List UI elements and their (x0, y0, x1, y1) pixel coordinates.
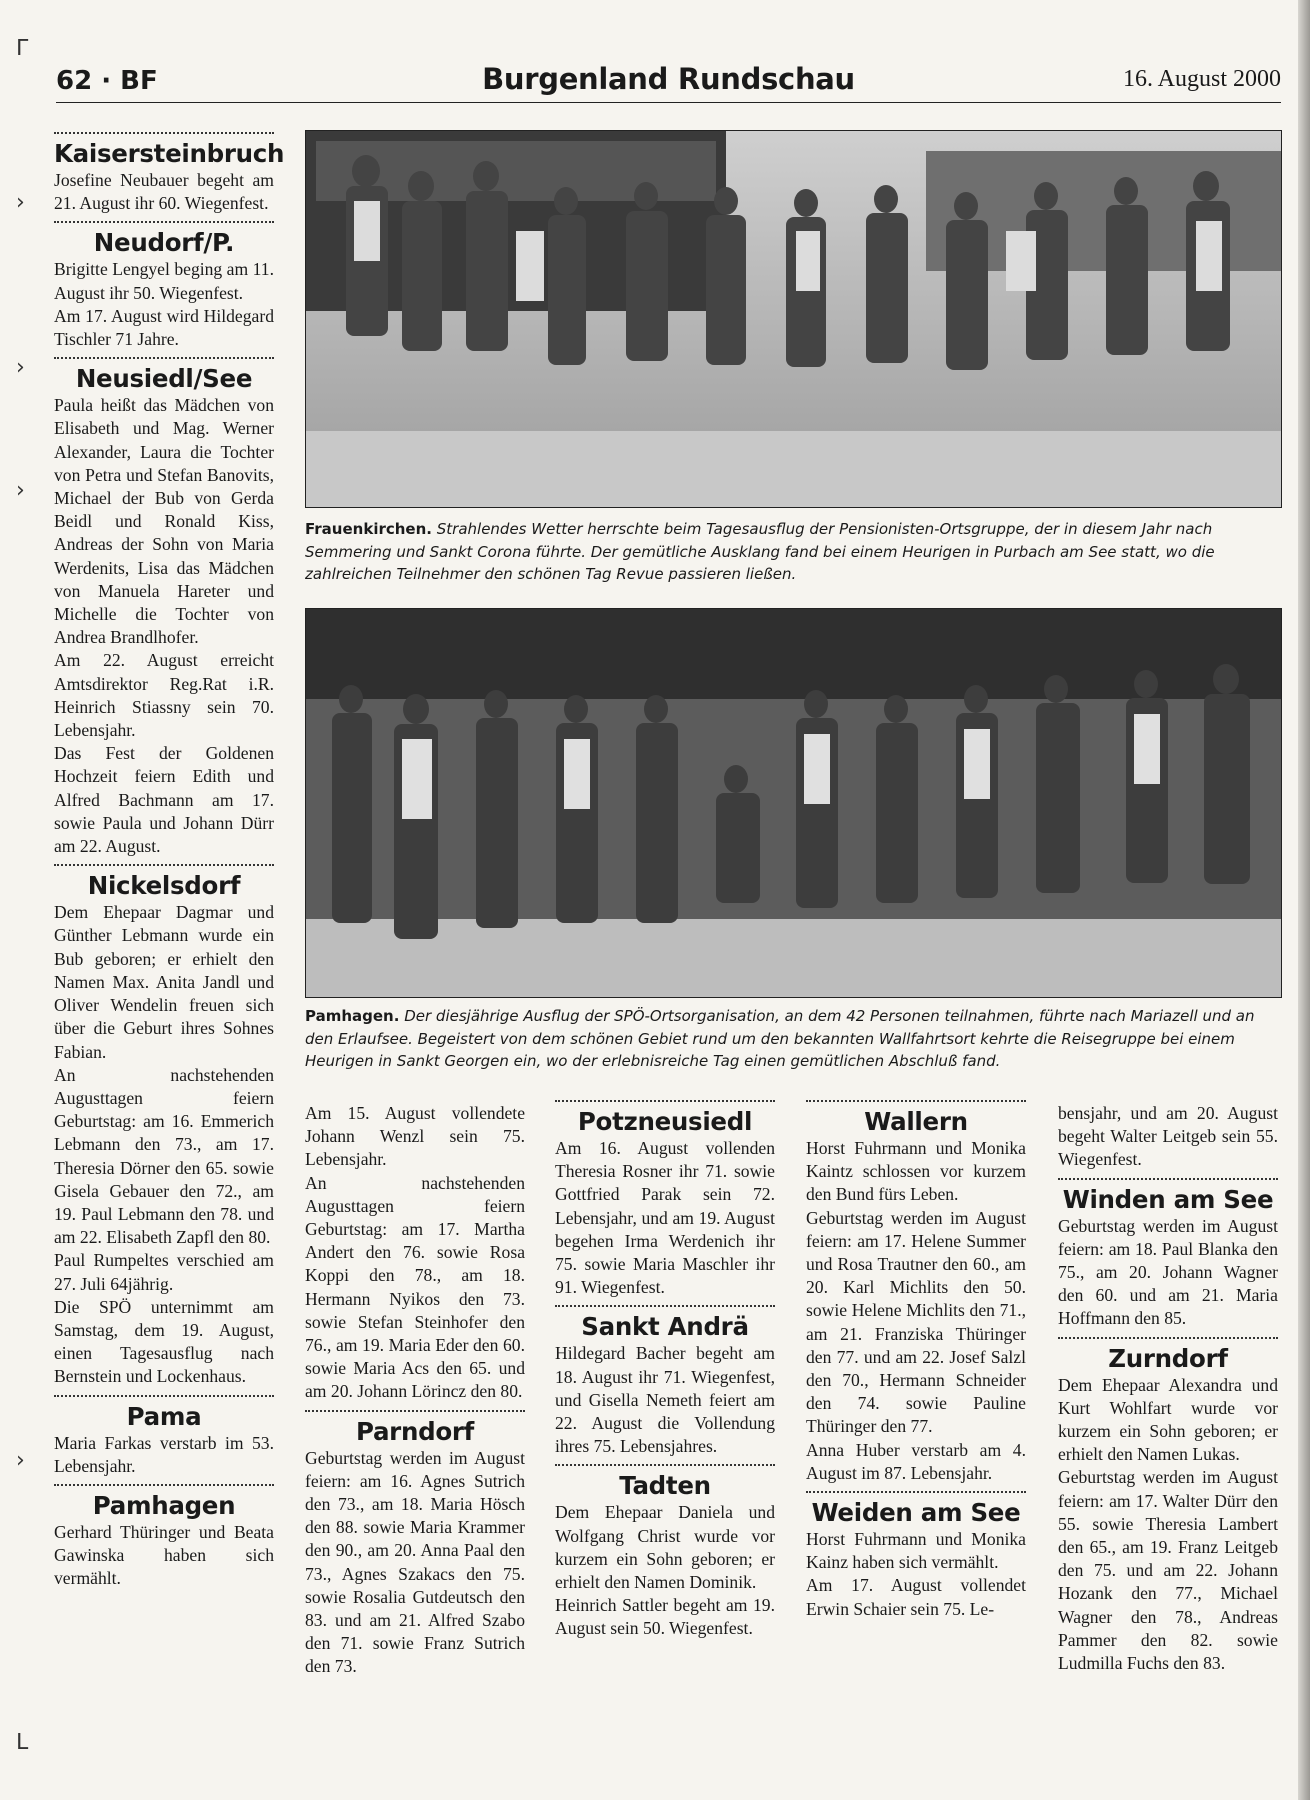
scan-mark-icon: › (16, 355, 25, 380)
section-potzneusiedl (555, 1106, 775, 1299)
section-divider (555, 1100, 775, 1102)
scan-mark-icon: › (16, 190, 25, 215)
section-title: Tadten (619, 1471, 711, 1501)
issue-date: 16. August 2000 (1122, 66, 1281, 92)
section-divider (54, 1395, 274, 1397)
section-paragraph: Horst Fuhrmann und Monika Kaintz schlossen vor kurzem den Bund fürs Leben. (806, 1138, 1026, 1205)
page-number: 62 · BF (56, 66, 158, 96)
section-title: Sankt Andrä (581, 1312, 749, 1342)
section-paragraph: Paul Rumpeltes verschied am 27. Juli 64jährig. (54, 1250, 274, 1294)
caption-text: Der diesjährige Ausflug der SPÖ-Ortsorganisation, an dem 42 Personen teilnahmen, führte nach Mariazell und an den Erlaufsee. Begeistert von dem schönen Gebiet rund um den bekannten Wallfahrtsort kehrte die Reisegruppe bei einem Heurigen in Sankt Georgen ein, wo der erlebnisreiche Tag einen gemütlichen Abschluß fand. (305, 1007, 1255, 1070)
section-continued (1058, 1102, 1278, 1172)
section-paragraph: Gerhard Thüringer und Beata Gawinska haben sich vermählt. (54, 1521, 274, 1589)
section-divider (54, 221, 274, 223)
publication-title: Burgenland Rundschau (482, 62, 855, 96)
section-paragraph: bensjahr, und am 20. August begeht Walter Leitgeb sein 55. Wiegenfest. (1058, 1103, 1278, 1170)
section-divider (555, 1464, 775, 1466)
caption-place: Pamhagen. (305, 1007, 400, 1025)
section-kaisersteinbruch (54, 138, 285, 215)
section-paragraph: Horst Fuhrmann und Monika Kainz haben sich vermählt. (806, 1529, 1026, 1573)
section-paragraph: Dem Ehepaar Dagmar und Günther Lebmann wurde ein Bub geboren; er erhielt den Namen Max. Anita Jandl und Oliver Wendelin freuen sich über die Geburt ihres Sohnes Fabian. (54, 902, 274, 1062)
section-divider (1058, 1178, 1278, 1180)
photo-caption-frauenkirchen (305, 518, 1280, 586)
scan-mark-icon: › (16, 1448, 25, 1473)
page-edge-shadow (1298, 0, 1310, 1800)
section-paragraph: Josefine Neubauer begeht am 21. August ihr 60. Wiegenfest. (54, 170, 274, 214)
column-2 (305, 1100, 525, 1679)
section-paragraph: Heinrich Sattler begeht am 19. August sein 50. Wiegenfest. (555, 1595, 775, 1639)
photo-frauenkirchen (305, 130, 1282, 508)
section-winden-am-see (1058, 1184, 1278, 1331)
section-paragraph: Brigitte Lengyel beging am 11. August ihr 50. Wiegenfest. (54, 259, 274, 303)
section-paragraph: Maria Farkas verstarb im 53. Lebensjahr. (54, 1432, 274, 1476)
caption-place: Frauenkirchen. (305, 520, 432, 538)
scan-mark-icon: ᒪ (16, 1730, 29, 1755)
section-title: Kaisersteinbruch (54, 139, 285, 168)
section-divider (806, 1100, 1026, 1102)
section-zurndorf (1058, 1343, 1278, 1676)
caption-text: Strahlendes Wetter herrschte beim Tagesausflug der Pensionisten-Ortsgruppe, der in diesem Jahr nach Semmering und Sankt Corona führte. Der gemütliche Ausklang fand bei einem Heurigen in Purbach am See statt, wo die zahlreichen Teilnehmer den schönen Tag Revue passieren ließen. (305, 520, 1215, 583)
section-paragraph: Am 15. August vollendete Johann Wenzl sein 75. Lebensjahr. (305, 1103, 525, 1170)
column-4 (806, 1100, 1026, 1621)
section-title: Pamhagen (92, 1490, 236, 1520)
section-neusiedl (54, 363, 274, 858)
column-5 (1058, 1100, 1278, 1675)
section-title: Pama (126, 1401, 202, 1431)
section-divider (54, 1484, 274, 1486)
section-paragraph: Am 17. August vollendet Erwin Schaier sein 75. Le- (806, 1575, 1026, 1619)
photo-caption-pamhagen (305, 1005, 1280, 1073)
section-tadten (555, 1470, 775, 1640)
section-paragraph: An nachstehenden Augusttagen feiern Geburtstag: am 16. Emmerich Lebmann den 73., am 17. Theresia Dörner den 65. sowie Gisela Gebauer den 72., am 19. Paul Lebmann den 78. und am 22. Elisabeth Zapfl den 80. (54, 1064, 274, 1248)
photo-pamhagen (305, 608, 1282, 998)
section-divider (54, 132, 274, 134)
section-paragraph: Dem Ehepaar Alexandra und Kurt Wohlfart wurde vor kurzem ein Sohn geboren; er erhielt den Namen Lukas. (1058, 1374, 1278, 1465)
section-paragraph: An nachstehenden Augusttagen feiern Geburtstag: am 17. Martha Andert den 76. sowie Rosa Koppi den 78., am 18. Hermann Nyikos den 73. sowie Stefan Steinhofer den 76., am 19. Maria Eder den 60. sowie Maria Acs den 65. und am 20. Johann Lörincz den 80. (305, 1172, 525, 1402)
section-paragraph: Anna Huber verstarb am 4. August im 87. Lebensjahr. (806, 1439, 1026, 1483)
section-title: Zurndorf (1108, 1343, 1228, 1373)
section-title: Weiden am See (811, 1498, 1021, 1528)
column-3 (555, 1100, 775, 1641)
section-divider (806, 1491, 1026, 1493)
section-paragraph: Das Fest der Goldenen Hochzeit feiern Edith und Alfred Bachmann am 17. sowie Paula und Johann Dürr am 22. August. (54, 743, 274, 857)
section-paragraph: Geburtstag werden im August feiern: am 16. Agnes Sutrich den 73., am 18. Maria Hösch den 88. sowie Maria Krammer den 90., am 20. Anna Paal den 73., Agnes Szakacs den 75. sowie Rosalia Gutdeutsch den 83. und am 21. Alfred Szabo den 71. sowie Franz Sutrich den 73. (305, 1447, 525, 1677)
section-paragraph: Geburtstag werden im August feiern: am 17. Helene Summer und Rosa Trautner den 60., am 20. Karl Michlits den 50. sowie Helene Michlits den 71., am 21. Franziska Thüringer den 77. und am 22. Josef Salzl den 70., Hermann Schneider den 74. sowie Pauline Thüringer den 77. (806, 1207, 1026, 1437)
section-divider (305, 1410, 525, 1412)
section-continued (305, 1102, 525, 1404)
section-paragraph: Paula heißt das Mädchen von Elisabeth und Mag. Werner Alexander, Laura die Tochter von Petra und Stefan Banovits, Michael der Bub von Gerda Beidl und Ronald Kiss, Andreas der Sohn von Maria Werdenits, Lisa das Mädchen von Manuela Hareter und Michelle die Tochter von Andrea Brandlhofer. (54, 395, 274, 648)
section-paragraph: Hildegard Bacher begeht am 18. August ihr 71. Wiegenfest, und Gisella Nemeth feiert am 22. August die Vollendung ihres 75. Lebensjahres. (555, 1343, 775, 1457)
section-nickelsdorf (54, 870, 274, 1388)
section-title: Nickelsdorf (87, 871, 241, 901)
scan-mark-icon: ᒥ (16, 36, 29, 61)
section-paragraph: Am 16. August vollenden Theresia Rosner ihr 71. sowie Gottfried Parak sein 72. Lebensjahr, und am 19. August begehen Irma Werdenich ihr 75. sowie Maria Maschler ihr 91. Wiegenfest. (555, 1138, 775, 1298)
section-weiden-am-see (806, 1497, 1026, 1621)
section-divider (555, 1305, 775, 1307)
section-pamhagen (54, 1490, 274, 1591)
scan-mark-icon: › (16, 478, 25, 503)
section-paragraph: Dem Ehepaar Daniela und Wolfgang Christ wurde vor kurzem ein Sohn geboren; er erhielt den Namen Dominik. (555, 1502, 775, 1593)
section-parndorf (305, 1416, 525, 1679)
section-neudorf (54, 227, 274, 351)
section-title: Winden am See (1062, 1184, 1274, 1214)
section-title: Parndorf (355, 1416, 475, 1446)
section-divider (54, 357, 274, 359)
section-title: Neudorf/P. (93, 228, 235, 258)
section-paragraph: Am 22. August erreicht Amtsdirektor Reg.Rat i.R. Heinrich Stiassny sein 70. Lebensjahr. (54, 650, 274, 741)
column-1 (54, 132, 285, 1591)
section-divider (1058, 1337, 1278, 1339)
section-paragraph: Am 17. August wird Hildegard Tischler 71 Jahre. (54, 305, 274, 350)
section-title: Neusiedl/See (75, 364, 253, 394)
section-title: Wallern (864, 1107, 968, 1136)
section-sankt-andrae (555, 1311, 775, 1458)
section-paragraph: Die SPÖ unternimmt am Samstag, dem 19. August, einen Tagesausflug nach Bernstein und Lockenhaus. (54, 1296, 274, 1387)
section-paragraph: Geburtstag werden im August feiern: am 17. Walter Dürr den 55. sowie Theresia Lambert den 65., am 19. Franz Leitgeb den 75. und am 22. Johann Hozank den 77., Michael Wagner den 78., Andreas Pammer den 82. sowie Ludmilla Fuchs den 83. (1058, 1467, 1278, 1674)
section-wallern (806, 1106, 1026, 1485)
page-header (56, 62, 1281, 103)
section-paragraph: Geburtstag werden im August feiern: am 18. Paul Blanka den 75., am 20. Johann Wagner den 60. und am 21. Maria Hoffmann den 85. (1058, 1215, 1278, 1329)
section-divider (54, 864, 274, 866)
section-pama (54, 1401, 274, 1478)
section-title: Potzneusiedl (577, 1107, 753, 1136)
